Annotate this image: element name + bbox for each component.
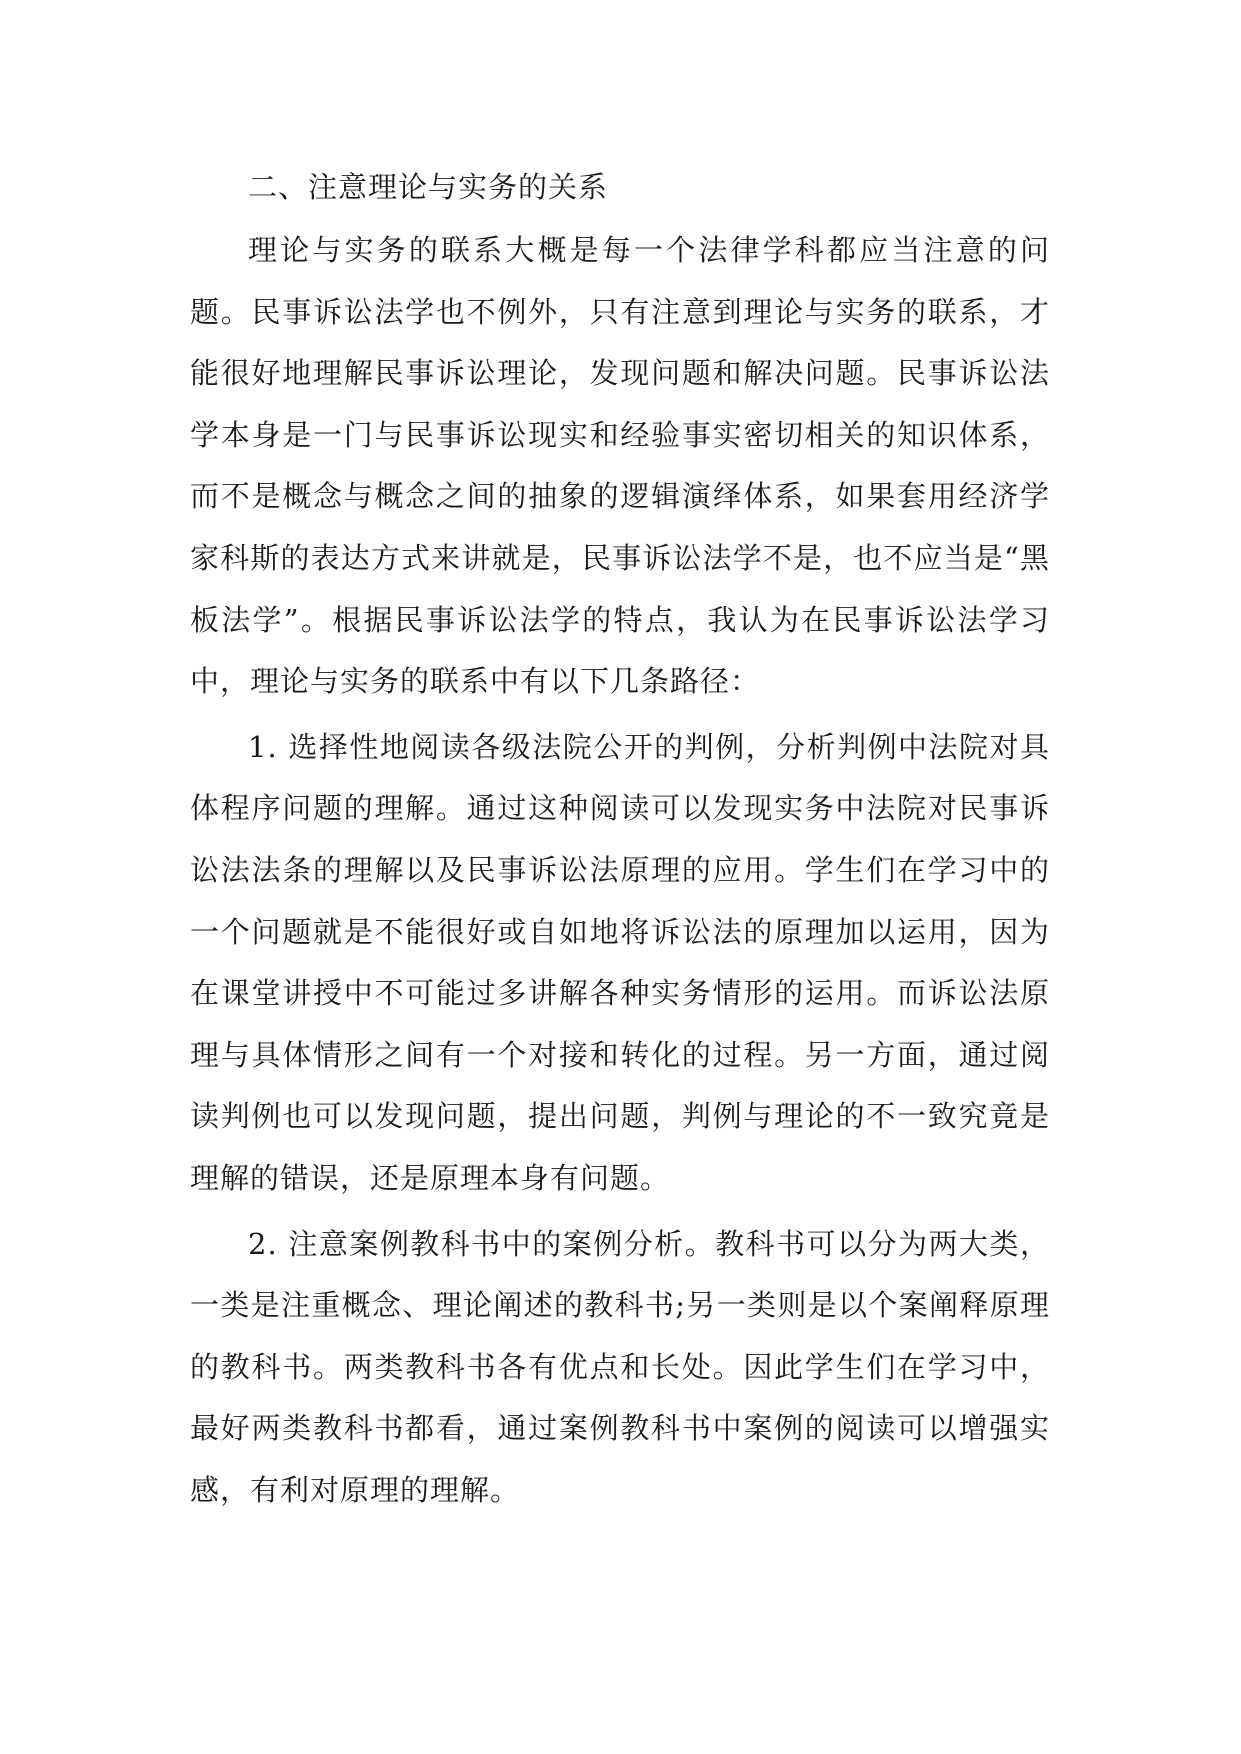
section-heading: 二、注意理论与实务的关系 [248, 170, 609, 204]
document-page [190, 158, 1050, 1521]
paragraph-point-1: 1. 选择性地阅读各级法院公开的判例，分析判例中法院对具体程序问题的理解。通过这种阅读可以发现实务中法院对民事诉讼法法条的理解以及民事诉讼法原理的应用。学生们在学习中的一个问题就是不能很好或自如地将诉讼法的原理加以运用，因为在课堂讲授中不可能过多讲解各种实务情形的运用。而诉讼法原理与具体情形之间有一个对接和转化的过程。另一方面，通过阅读判例也可以发现问题，提出问题，判例与理论的不一致究竟是理解的错误，还是原理本身有问题。 [190, 729, 1050, 1195]
paragraph-point-2: 2. 注意案例教科书中的案例分析。教科书可以分为两大类，一类是注重概念、理论阐述的教科书;另一类则是以个案阐释原理的教科书。两类教科书各有优点和长处。因此学生们在学习中，最好两类教科书都看，通过案例教科书中案例的阅读可以增强实感，有利对原理的理解。 [190, 1226, 1050, 1507]
paragraph-intro: 理论与实务的联系大概是每一个法律学科都应当注意的问题。民事诉讼法学也不例外，只有注意到理论与实务的联系，才能很好地理解民事诉讼理论，发现问题和解决问题。民事诉讼法学本身是一门与民事诉讼现实和经验事实密切相关的知识体系，而不是概念与概念之间的抽象的逻辑演绎体系，如果套用经济学家科斯的表达方式来讲就是，民事诉讼法学不是，也不应当是“黑板法学”。根据民事诉讼法学的特点，我认为在民事诉讼法学习中，理论与实务的联系中有以下几条路径： [190, 233, 1050, 699]
